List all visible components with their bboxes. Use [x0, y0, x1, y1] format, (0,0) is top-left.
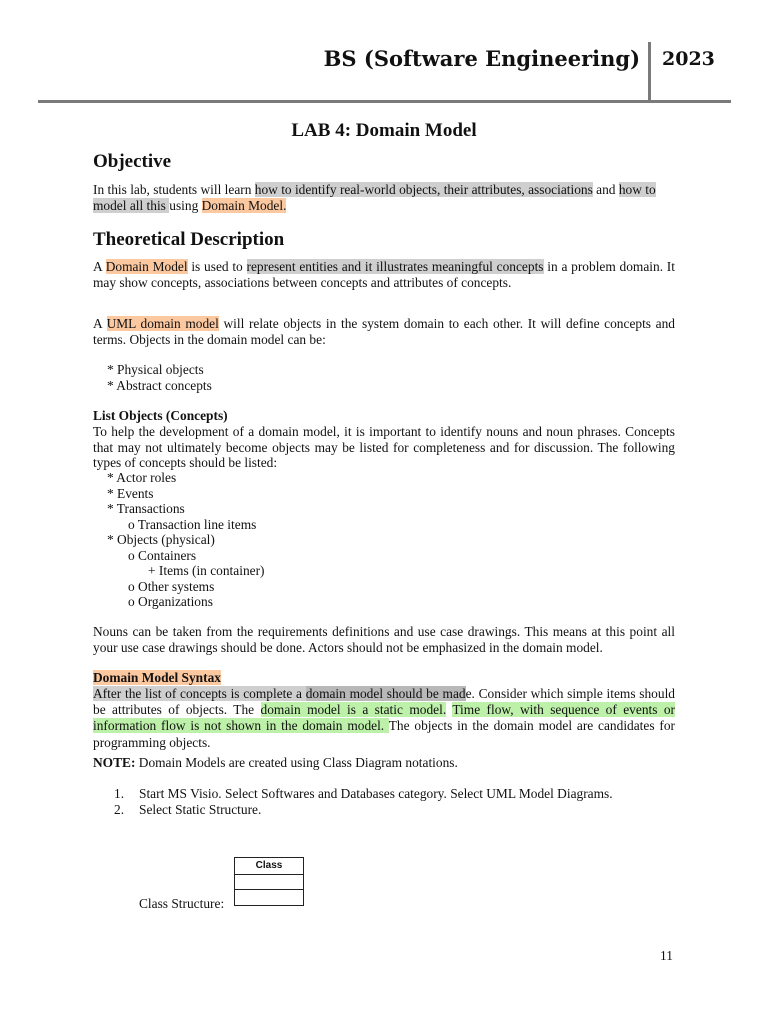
- objective-highlight-term: Domain Model.: [201, 198, 287, 214]
- list-item: * Events: [107, 485, 154, 501]
- objective-text: In this lab, students will learn: [93, 182, 255, 197]
- syntax-highlight-green: Time flow, with sequence of events or information flow is not shown in the domain model.: [93, 702, 676, 734]
- theory-text: A: [93, 316, 107, 331]
- header-title: BS (Software Engineering): [323, 46, 640, 71]
- objective-heading: Objective: [93, 151, 172, 172]
- objective-text: and: [592, 182, 619, 197]
- step-number: 1.: [114, 786, 125, 801]
- theory-heading: Theoretical Description: [93, 229, 285, 250]
- theory-highlight-term: UML domain model: [106, 316, 219, 331]
- list-item: * Actor roles: [107, 470, 177, 485]
- step-item: [114, 786, 676, 802]
- step-item: [114, 802, 676, 818]
- objective-highlight: how to identify real-world objects, their attributes, associations: [254, 182, 593, 197]
- theory-text: will relate objects in the system domain to each other. It will define concepts and terms. Objects in the domain model can be:: [93, 316, 676, 348]
- objective-text: using: [169, 198, 202, 214]
- list-item: * Physical objects: [107, 362, 204, 377]
- note-text: Domain Models are created using Class Diagram notations.: [135, 755, 458, 770]
- syntax-highlight-green: domain model is a static model.: [260, 702, 447, 718]
- list-objects-heading: List Objects (Concepts): [93, 408, 228, 423]
- page-number: 11: [660, 948, 673, 963]
- list-item: * Transactions: [107, 501, 185, 516]
- step-text: Select Static Structure.: [139, 802, 262, 818]
- class-box-attributes: [235, 875, 303, 890]
- theory-paragraph-2: [93, 316, 675, 348]
- note-label: NOTE:: [93, 755, 136, 770]
- class-diagram-box: [234, 857, 304, 906]
- syntax-text: e. Consider which simple items should be attributes of objects. The: [93, 686, 675, 718]
- class-box-title: Class: [235, 858, 303, 875]
- syntax-highlight-strong: domain model should be mad: [305, 686, 466, 701]
- object-kinds-list: [107, 362, 212, 393]
- lab-title: LAB 4: Domain Model: [291, 120, 477, 141]
- step-text: Start MS Visio. Select Softwares and Databases category. Select UML Model Diagrams.: [139, 786, 613, 801]
- syntax-paragraph: [93, 686, 675, 751]
- list-item: * Objects (physical): [107, 532, 215, 547]
- theory-highlight: represent entities and it illustrates meaningful concepts: [246, 259, 544, 274]
- list-item: * Abstract concepts: [107, 377, 212, 393]
- list-item: + Items (in container): [148, 563, 265, 578]
- step-number: 2.: [114, 802, 125, 818]
- header-divider-vertical: [648, 42, 651, 102]
- nouns-paragraph: Nouns can be taken from the requirements definitions and use case drawings. This means at this point all your use case drawings should be done. Actors should not be emphasized in the domain model.: [93, 624, 675, 656]
- syntax-text: The objects in the domain model are candidates for programming objects.: [93, 718, 675, 750]
- objective-paragraph: [93, 182, 675, 214]
- list-item: o Containers: [128, 547, 197, 563]
- list-item: o Organizations: [128, 594, 213, 609]
- header-rule: [38, 100, 731, 103]
- objective-highlight: how to model all this: [93, 182, 656, 214]
- class-structure-label: Class Structure:: [139, 896, 225, 911]
- syntax-heading-row: [93, 670, 675, 686]
- header-year: 2023: [662, 48, 715, 70]
- syntax-highlight: After the list of concepts is complete a: [93, 686, 306, 701]
- theory-text: A: [93, 259, 106, 274]
- steps-list: [114, 786, 676, 818]
- list-item: o Transaction line items: [128, 516, 257, 532]
- theory-text: in a problem domain. It may show concepts, associations between concepts and attributes of concepts.: [93, 259, 675, 291]
- theory-paragraph-1: [93, 259, 675, 291]
- list-objects-body: To help the development of a domain model, it is important to identify nouns and noun phrases. Concepts that may not ultimately become objects may be listed for completeness and for discussion. The following types of concepts should be listed:: [93, 424, 675, 471]
- concept-types-list: [107, 470, 265, 610]
- theory-text: is used to: [187, 259, 247, 274]
- note-paragraph: [93, 755, 675, 771]
- list-item: o Other systems: [128, 578, 215, 594]
- theory-highlight-term: Domain Model: [105, 259, 188, 274]
- syntax-heading: Domain Model Syntax: [93, 670, 221, 685]
